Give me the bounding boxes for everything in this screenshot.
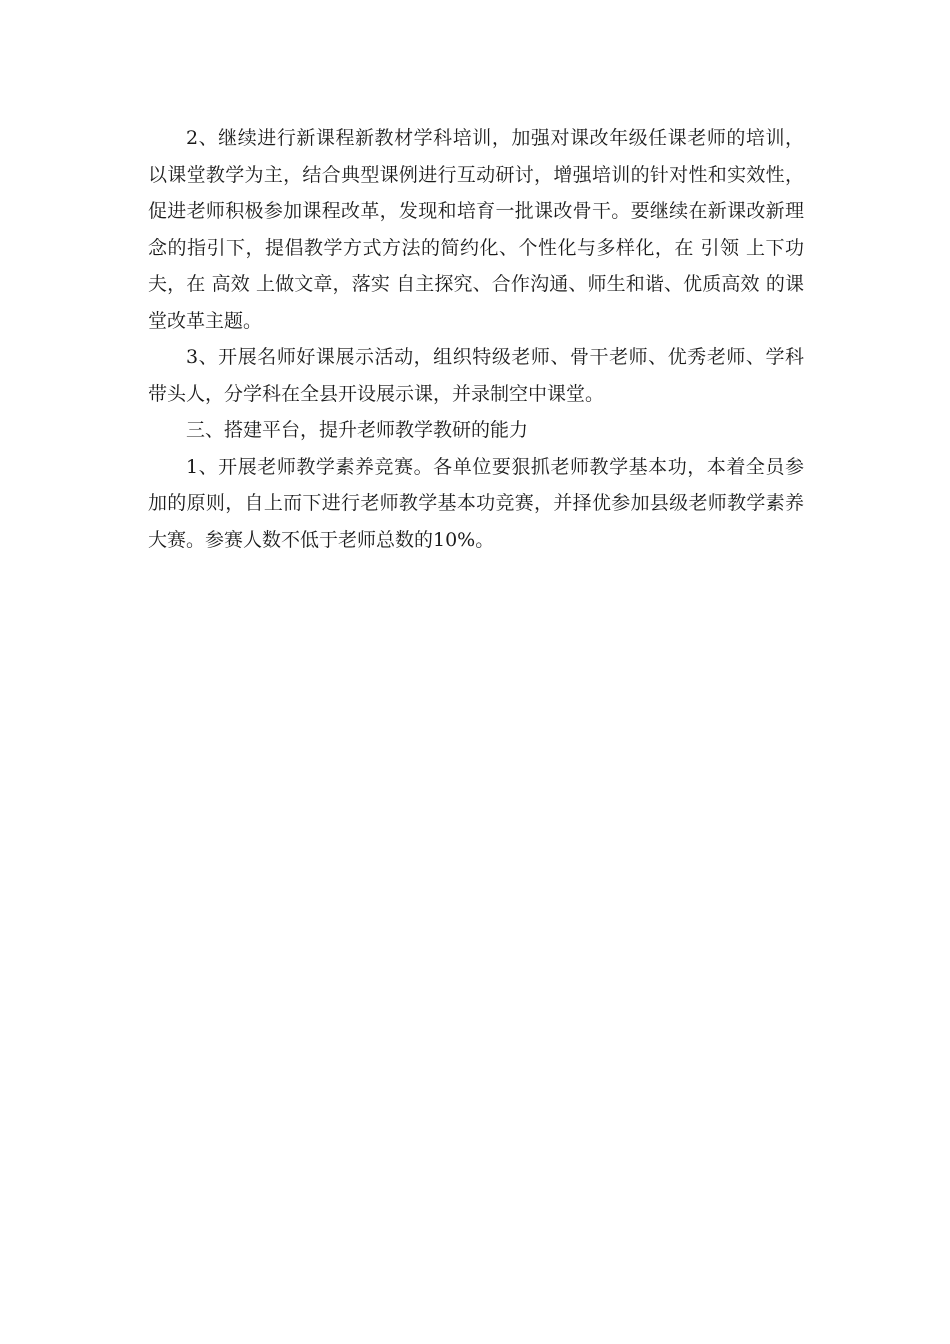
paragraph-item-1: 1、开展老师教学素养竞赛。各单位要狠抓老师教学基本功，本着全员参加的原则，自上而下进行老师教学基本功竞赛，并择优参加县级老师教学素养大赛。参赛人数不低于老师总数的10%。 [148, 455, 804, 551]
paragraph-item-2: 2、继续进行新课程新教材学科培训，加强对课改年级任课老师的培训，以课堂教学为主，结合典型课例进行互动研讨，增强培训的针对性和实效性，促进老师积极参加课程改革，发现和培育一批课改骨干。要继续在新课改新理念的指引下，提倡教学方式方法的简约化、个性化与多样化，在 引领 上下功夫，在 高效 上做文章，落实 自主探究、合作沟通、师生和谐、优质高效 的课堂改革主题。 [148, 127, 804, 332]
section-heading-3: 三、搭建平台，提升老师教学教研的能力 [186, 419, 529, 441]
document-body [148, 120, 804, 558]
paragraph-item-3: 3、开展名师好课展示活动，组织特级老师、骨干老师、优秀老师、学科带头人，分学科在全县开设展示课，并录制空中课堂。 [148, 346, 804, 405]
